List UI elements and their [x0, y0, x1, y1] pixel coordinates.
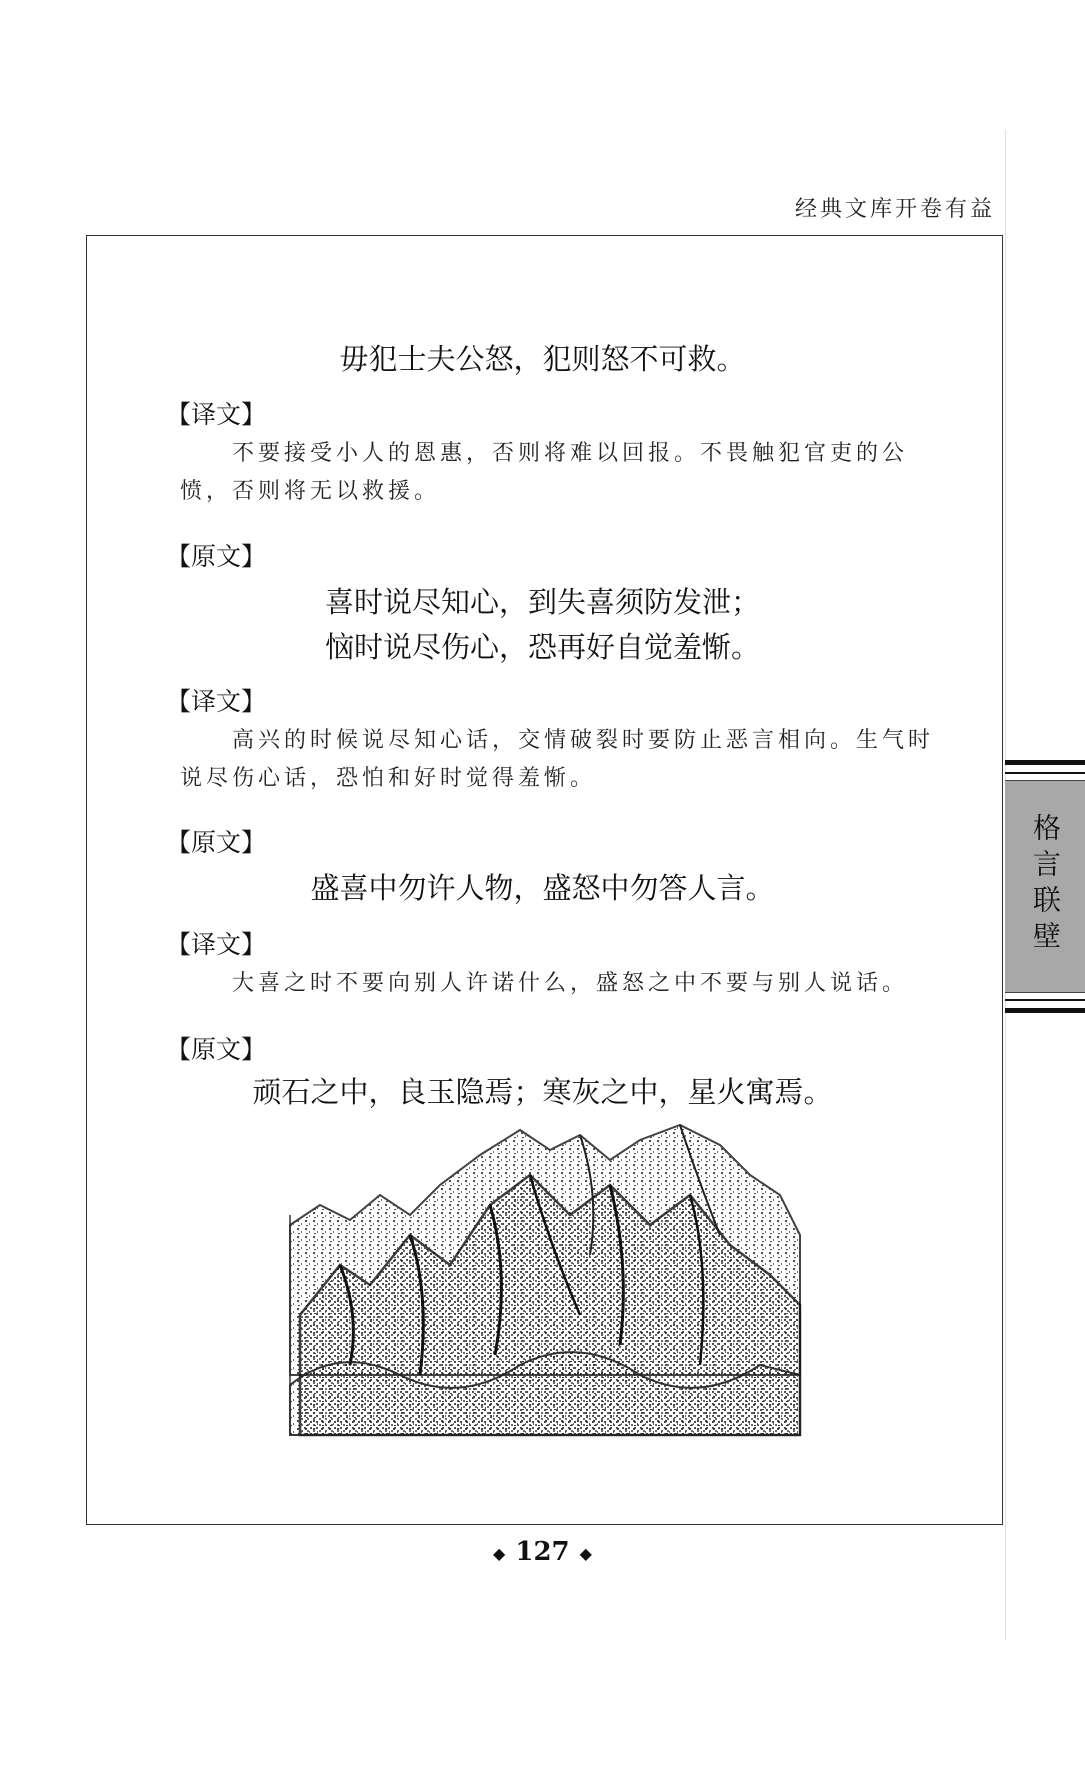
label-original-2: 【原文】: [166, 542, 267, 571]
label-translation-1: 【译文】: [166, 400, 267, 429]
page-number-footer: [0, 1537, 1085, 1567]
verse-2b: 恼时说尽伤心，恐再好自觉羞惭。: [324, 630, 760, 664]
page-number: 127: [515, 1537, 570, 1567]
translation-2: 高兴的时候说尽知心话，交情破裂时要防止恶言相向。生气时说尽伤心话，恐怕和好时觉得羞惭。: [180, 728, 935, 791]
label-translation-2: 【译文】: [166, 687, 267, 716]
tab-bottom-rule: [1005, 999, 1085, 1013]
label-translation-3: 【译文】: [166, 930, 267, 959]
translation-3: 大喜之时不要向别人许诺什么，盛怒之中不要与别人说话。: [232, 971, 909, 996]
label-original-3: 【原文】: [166, 828, 267, 857]
tab-top-rule: [1005, 760, 1085, 774]
verse-3: 盛喜中勿许人物，盛怒中勿答人言。: [310, 871, 775, 905]
verse-1: 毋犯士夫公怒，犯则怒不可救。: [339, 342, 746, 376]
label-original-4: 【原文】: [166, 1035, 267, 1064]
diamond-ornament-left: ◆: [493, 1543, 506, 1563]
verse-4: 顽石之中，良玉隐焉；寒灰之中，星火寓焉。: [252, 1075, 833, 1109]
translation-1: 不要接受小人的恩惠，否则将难以回报。不畏触犯官吏的公愤，否则将无以救援。: [180, 441, 909, 504]
chapter-tab-label: [1005, 790, 1085, 980]
chapter-tab-text: 格言联壁: [1029, 813, 1062, 957]
verse-2a: 喜时说尽知心，到失喜须防发泄；: [324, 585, 760, 619]
mountain-landscape-illustration: [280, 1115, 820, 1440]
running-header: 经典文库开卷有益: [794, 197, 995, 222]
diamond-ornament-right: ◆: [579, 1543, 592, 1563]
chapter-side-tab: [1005, 760, 1085, 1015]
